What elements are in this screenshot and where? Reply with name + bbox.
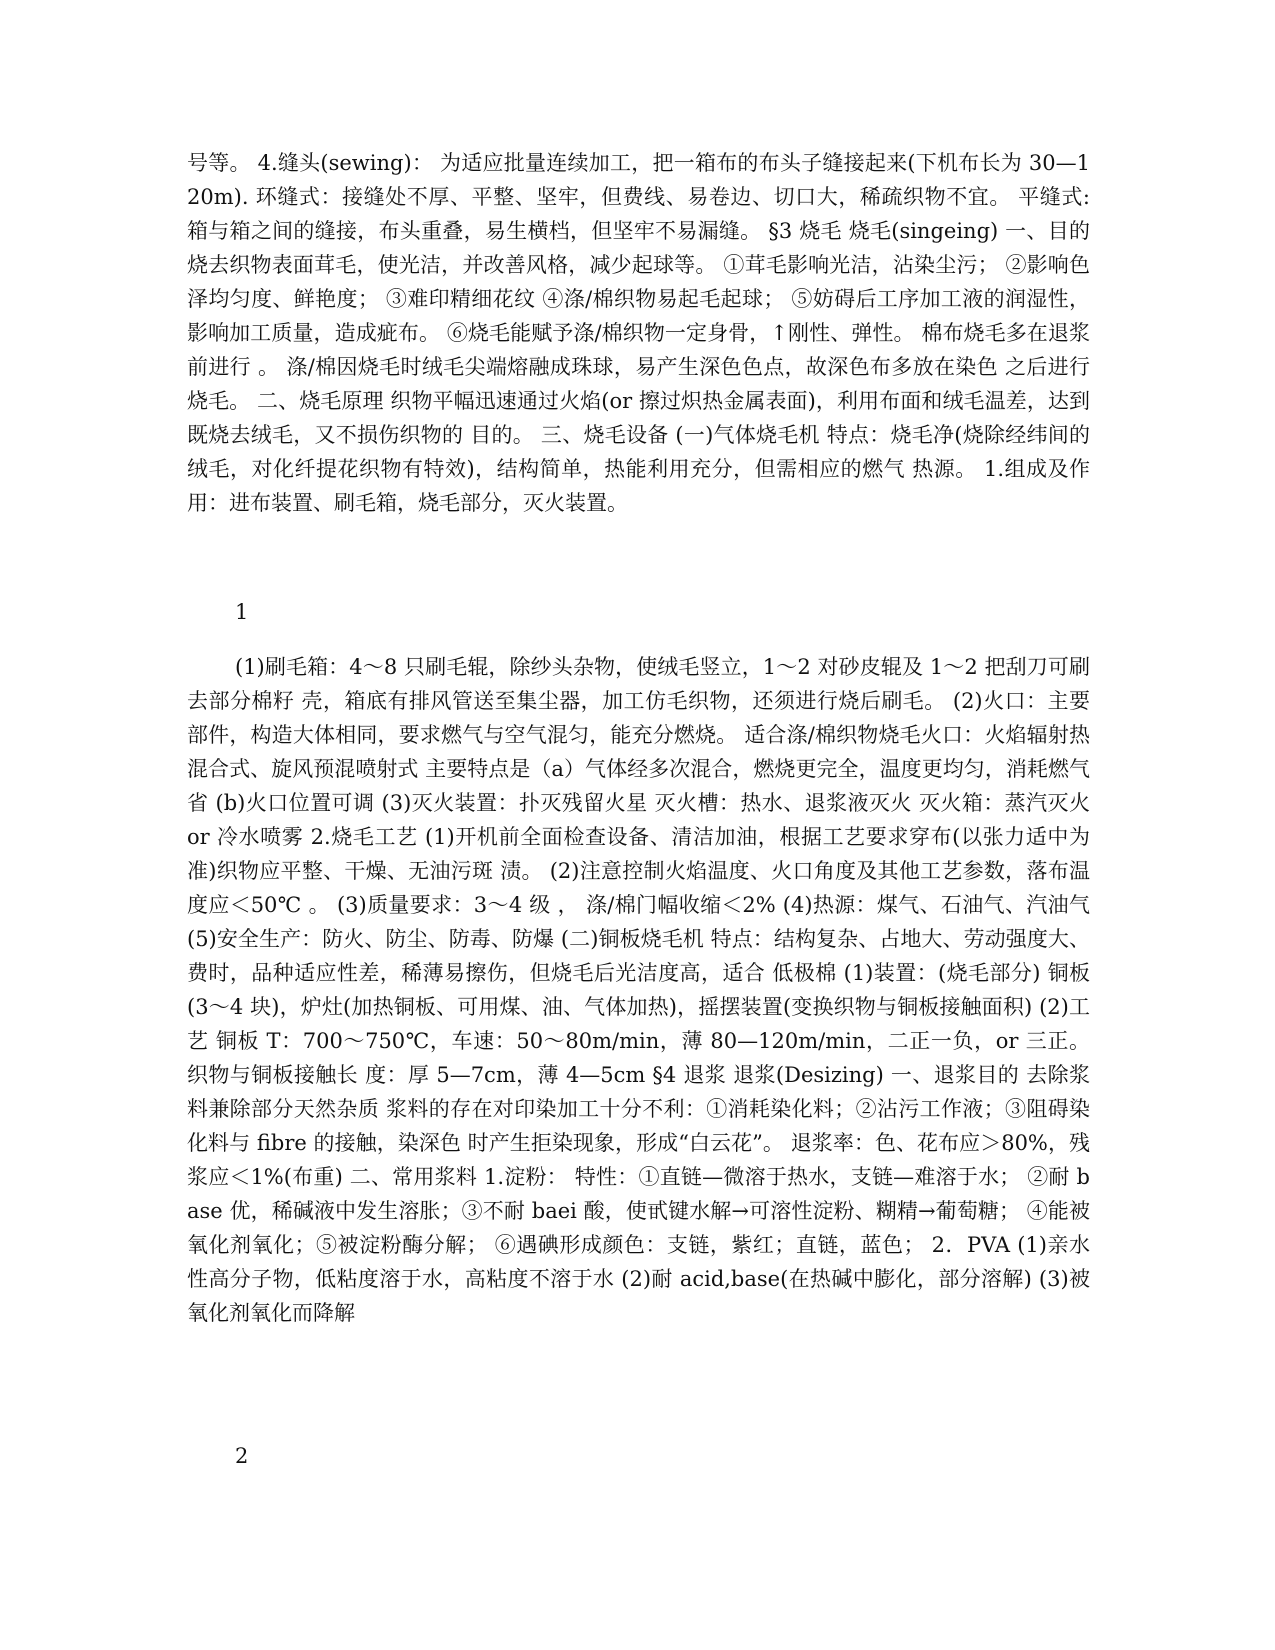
- page-number: 2: [235, 1444, 249, 1468]
- page-number: 1: [235, 600, 249, 624]
- body-paragraph: 号等。 4.缝头(sewing)： 为适应批量连续加工，把一箱布的布头子缝接起来(下机布长为 30—120m). 环缝式：接缝处不厚、平整、坚牢，但费线、易卷边、切口大，稀疏织物不宜。 平缝式: 箱与箱之间的缝接，布头重叠，易生横档，但坚牢不易漏缝。 §3 烧毛 烧毛(singeing) 一、目的 烧去织物表面茸毛，使光洁，并改善风格，减少起球等。 ①茸毛影响光洁，沾染尘污； ②影响色泽均匀度、鲜艳度； ③难印精细花纹 ④涤/棉织物易起毛起球； ⑤妨碍后工序加工液的润湿性，影响加工质量，造成疵布。 ⑥烧毛能赋予涤/棉织物一定身骨，↑刚性、弹性。 棉布烧毛多在退浆前进行 。 涤/棉因烧毛时绒毛尖端熔融成珠球，易产生深色色点，故深色布多放在染色 之后进行烧毛。 二、烧毛原理 织物平幅迅速通过火焰(or 擦过炽热金属表面)，利用布面和绒毛温差，达到既烧去绒毛，又不损伤织物的 目的。 三、烧毛设备 (一)气体烧毛机 特点：烧毛净(烧除经纬间的绒毛，对化纤提花织物有特效)，结构简单，热能利用充分，但需相应的燃气 热源。 1.组成及作用：进布装置、刷毛箱，烧毛部分，灭火装置。: [187, 151, 1090, 515]
- body-paragraph: (1)刷毛箱：4～8 只刷毛辊，除纱头杂物，使绒毛竖立，1～2 对砂皮辊及 1～2 把刮刀可刷去部分棉籽 壳，箱底有排风管送至集尘器，加工仿毛织物，还须进行烧后刷毛。 (2)火口：主要部件，构造大体相同，要求燃气与空气混匀，能充分燃烧。 适合涤/棉织物烧毛火口：火焰辐射热混合式、旋风预混喷射式 主要特点是（a）气体经多次混合，燃烧更完全，温度更均匀，消耗燃气省 (b)火口位置可调 (3)灭火装置：扑灭残留火星 灭火槽：热水、退浆液灭火 灭火箱：蒸汽灭火 or 冷水喷雾 2.烧毛工艺 (1)开机前全面检查设备、清洁加油，根据工艺要求穿布(以张力适中为准)织物应平整、干燥、无油污斑 渍。 (2)注意控制火焰温度、火口角度及其他工艺参数，落布温度应＜50℃ 。 (3)质量要求：3～4 级 ， 涤/棉门幅收缩＜2% (4)热源：煤气、石油气、汽油气 (5)安全生产：防火、防尘、防毒、防爆 (二)铜板烧毛机 特点：结构复杂、占地大、劳动强度大、费时，品种适应性差，稀薄易擦伤，但烧毛后光洁度高，适合 低极棉 (1)装置：(烧毛部分) 铜板(3～4 块)，炉灶(加热铜板、可用煤、油、气体加热)，摇摆装置(变换织物与铜板接触面积) (2)工艺 铜板 T：700～750℃，车速：50～80m/min，薄 80—120m/min，二正一负，or 三正。织物与铜板接触长 度：厚 5—7cm，薄 4—5cm §4 退浆 退浆(Desizing) 一、退浆目的 去除浆料兼除部分天然杂质 浆料的存在对印染加工十分不利：①消耗染化料；②沾污工作液；③阻碍染化料与 fibre 的接触，染深色 时产生拒染现象，形成“白云花”。 退浆率：色、花布应＞80%，残浆应＜1%(布重) 二、常用浆料 1.淀粉： 特性：①直链—微溶于热水，支链—难溶于水； ②耐 base 优，稀碱液中发生溶胀；③不耐 baei 酸，使甙键水解→可溶性淀粉、糊精→葡萄糖； ④能被氧化剂氧化；⑤被淀粉酶分解； ⑥遇碘形成颜色：支链，紫红；直链，蓝色； 2．PVA (1)亲水性高分子物，低粘度溶于水，高粘度不溶于水 (2)耐 acid,base(在热碱中膨化，部分溶解) (3)被氧化剂氧化而降解: [187, 655, 1090, 1325]
